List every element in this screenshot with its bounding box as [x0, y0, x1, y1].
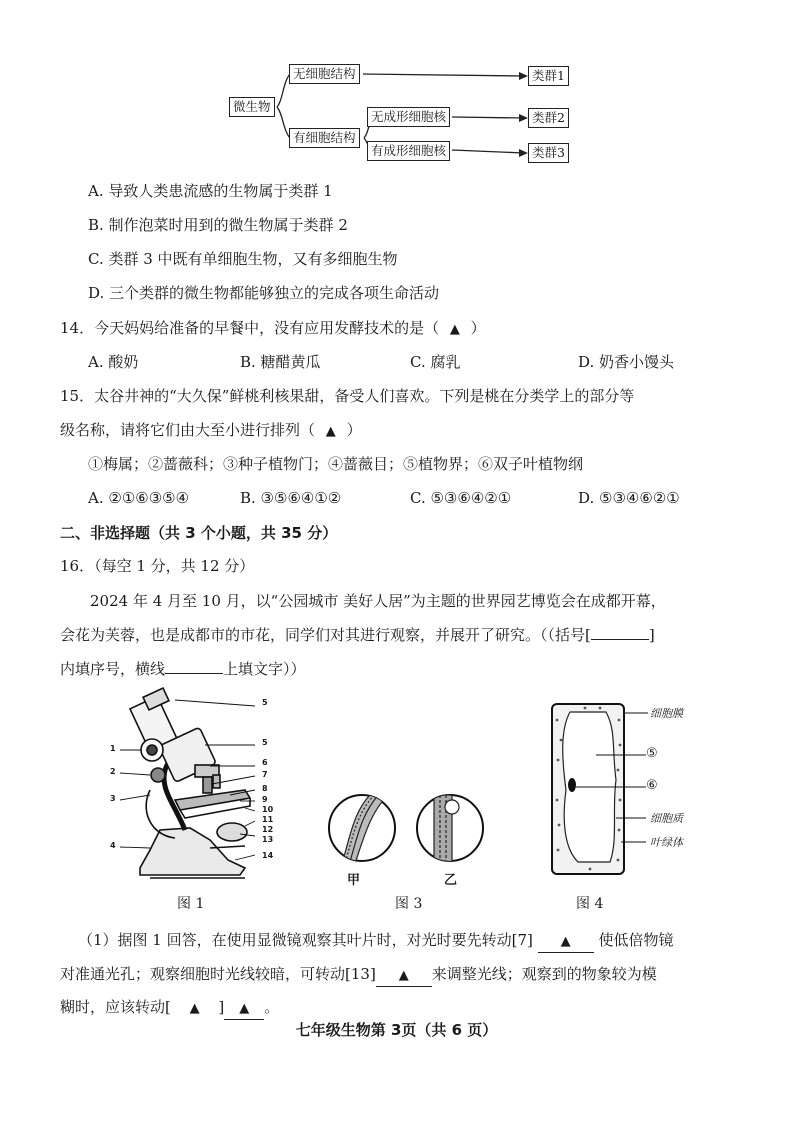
q13-option-a: A. 导致人类患流感的生物属于类群 1 — [88, 182, 333, 200]
q14-option-d: D. 奶香小馒头 — [578, 353, 675, 371]
cell-label-5: ⑤ — [646, 746, 658, 761]
microscope-label-1: 1 — [110, 744, 116, 753]
q14-stem-end: ） — [470, 319, 486, 337]
q16-para-line2-text: 会花为芙蓉，也是成都市的市花，同学们对其进行观察，并展开了研究。（（括号[ — [60, 626, 591, 644]
microscope-label-5b: 5 — [262, 738, 268, 747]
diagram-no-cell-structure-box: 无细胞结构 — [289, 64, 360, 84]
microscope-label-5: 5 — [262, 698, 268, 707]
diagram-group2-box: 类群2 — [528, 108, 569, 128]
microscope-label-10: 10 — [262, 805, 274, 814]
diagram-no-nucleus-box: 无成形细胞核 — [367, 107, 450, 127]
q15-items: ①梅属；②蔷薇科；③种子植物门；④蔷薇目；⑤植物界；⑥双子叶植物纲 — [88, 455, 584, 473]
q16-para-line3-text: 内填序号，横线 — [60, 660, 166, 678]
diagram-cell-structure-box: 有细胞结构 — [289, 128, 360, 148]
cell-label-chloroplast: 叶绿体 — [650, 836, 683, 849]
microscope-label-7: 7 — [262, 770, 268, 779]
q15-stem-line2-text: 级名称，请将它们由大至小进行排列（ — [60, 421, 316, 439]
diagram-group1-box: 类群1 — [528, 66, 569, 86]
answer-blank[interactable] — [376, 964, 432, 987]
q16-para-line1: 2024 年 4 月至 10 月，以“公园城市 美好人居”为主题的世界园艺博览会在成都开幕， — [90, 592, 666, 610]
q16-1-line3-end: 。 — [264, 998, 280, 1016]
microscope-label-6: 6 — [262, 758, 268, 767]
q15-option-d: D. ⑤③④⑥②① — [578, 489, 680, 507]
answer-mark-icon: ▲ — [449, 322, 460, 337]
q15-stem-end: ） — [346, 421, 362, 439]
microscope-label-13: 13 — [262, 835, 274, 844]
diagram-nucleus-box: 有成形细胞核 — [367, 141, 450, 161]
q15-option-b: B. ③⑤⑥④①② — [240, 489, 342, 507]
q16-header: 16．（每空 1 分，共 12 分） — [60, 557, 255, 575]
q16-1-line2 — [60, 964, 657, 987]
microscope-label-11: 11 — [262, 815, 274, 824]
answer-mark-icon: ▲ — [325, 424, 336, 439]
q15-stem-line1: 15．太谷井神的“大久保”鲜桃利核果甜，备受人们喜欢。下列是桃在分类学上的部分等 — [60, 387, 635, 405]
microscope-label-4: 4 — [110, 841, 116, 850]
q13-option-b: B. 制作泡菜时用到的微生物属于类群 2 — [88, 216, 348, 234]
section2-heading: 二、非选择题（共 3 个小题，共 35 分） — [60, 524, 338, 542]
figure4-caption: 图 4 — [576, 896, 604, 912]
diagram-root-box: 微生物 — [229, 97, 275, 117]
q15-option-a: A. ②①⑥③⑤④ — [88, 489, 190, 507]
answer-blank[interactable] — [224, 997, 264, 1020]
q16-1-line2-end: 来调整光线；观察到的物象较为模 — [431, 965, 657, 983]
microscope-label-12: 12 — [262, 825, 274, 834]
fig3-label-yi: 乙 — [444, 873, 458, 888]
q16-1-line3-bracket: ] — [218, 998, 225, 1016]
page-footer: 七年级生物第 3页（共 6 页） — [295, 1021, 498, 1039]
microscope-label-8: 8 — [262, 784, 268, 793]
q16-1-line1 — [78, 930, 673, 953]
answer-mark-icon: ▲ — [239, 1001, 250, 1016]
answer-mark-icon: ▲ — [560, 934, 571, 949]
q14-stem-text: 14．今天妈妈给准备的早餐中，没有应用发酵技术的是（ — [60, 319, 440, 337]
q16-1-line1-text: （1）据图 1 回答，在使用显微镜观察其叶片时，对光时要先转动[7] — [78, 931, 533, 949]
q16-1-line1-end: 使低倍物镜 — [598, 931, 674, 949]
answer-blank[interactable] — [538, 930, 594, 953]
diagram-group3-box: 类群3 — [528, 143, 569, 163]
q13-option-c: C. 类群 3 中既有单细胞生物，又有多细胞生物 — [88, 250, 398, 268]
fig3-label-jia: 甲 — [347, 873, 361, 888]
microscope-label-2: 2 — [110, 767, 116, 776]
answer-mark-icon: ▲ — [398, 968, 409, 983]
q16-para-line3-end: 上填文字）） — [223, 660, 306, 678]
cell-label-membrane: 细胞膜 — [650, 707, 683, 720]
q16-1-line2-text: 对准通光孔；观察细胞时光线较暗，可转动[13] — [60, 965, 376, 983]
answer-mark-icon: ▲ — [189, 1001, 200, 1016]
q14-option-b: B. 糖醋黄瓜 — [240, 353, 321, 371]
q14-option-a: A. 酸奶 — [88, 353, 139, 371]
cell-label-6: ⑥ — [646, 778, 658, 793]
cell-label-cytoplasm: 细胞质 — [650, 812, 683, 825]
microscope-label-3: 3 — [110, 794, 116, 803]
q16-para-line2-end: ] — [648, 626, 655, 644]
microscope-label-9: 9 — [262, 795, 268, 804]
q13-option-d: D. 三个类群的微生物都能够独立的完成各项生命活动 — [88, 284, 440, 302]
q16-1-line3-text: 糊时，应该转动[ — [60, 998, 171, 1016]
q16-1-line3 — [60, 997, 279, 1020]
figure1-caption: 图 1 — [177, 896, 205, 912]
figure3-caption: 图 3 — [395, 896, 423, 912]
q14-option-c: C. 腐乳 — [410, 353, 461, 371]
microscope-label-14: 14 — [262, 851, 274, 860]
q15-option-c: C. ⑤③⑥④②① — [410, 489, 512, 507]
